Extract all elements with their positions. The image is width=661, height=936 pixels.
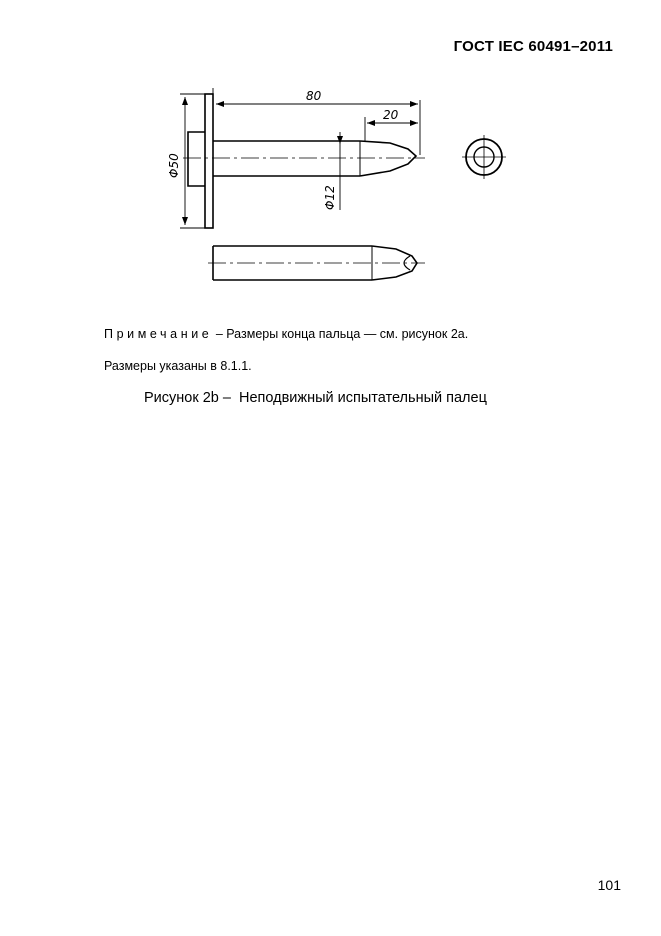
figure-note [104,327,468,341]
document-header: ГОСТ IEC 60491–2011 [453,38,613,55]
dimension-tip-label: 20 [383,108,399,122]
finger-end-view [462,135,506,179]
dimension-reference: Размеры указаны в 8.1.1. [104,359,252,373]
dimension-flange-label: Φ50 [167,153,181,178]
dimension-length-label: 80 [306,89,322,103]
figure-caption [144,390,487,406]
finger-tip [360,141,416,176]
page-number: 101 [597,877,621,893]
dimension-flange [180,94,205,228]
note-label: Примечание [104,327,213,341]
flange-plate [205,94,213,228]
flange-hub [188,132,205,186]
caption-number: Рисунок 2b – [144,390,231,406]
finger-side-view [188,94,416,228]
dimension-diameter-label: Φ12 [323,185,337,210]
note-text: – Размеры конца пальца — см. рисунок 2а. [212,327,469,341]
test-finger-drawing [0,0,661,300]
caption-title: Неподвижный испытательный палец [230,390,487,406]
